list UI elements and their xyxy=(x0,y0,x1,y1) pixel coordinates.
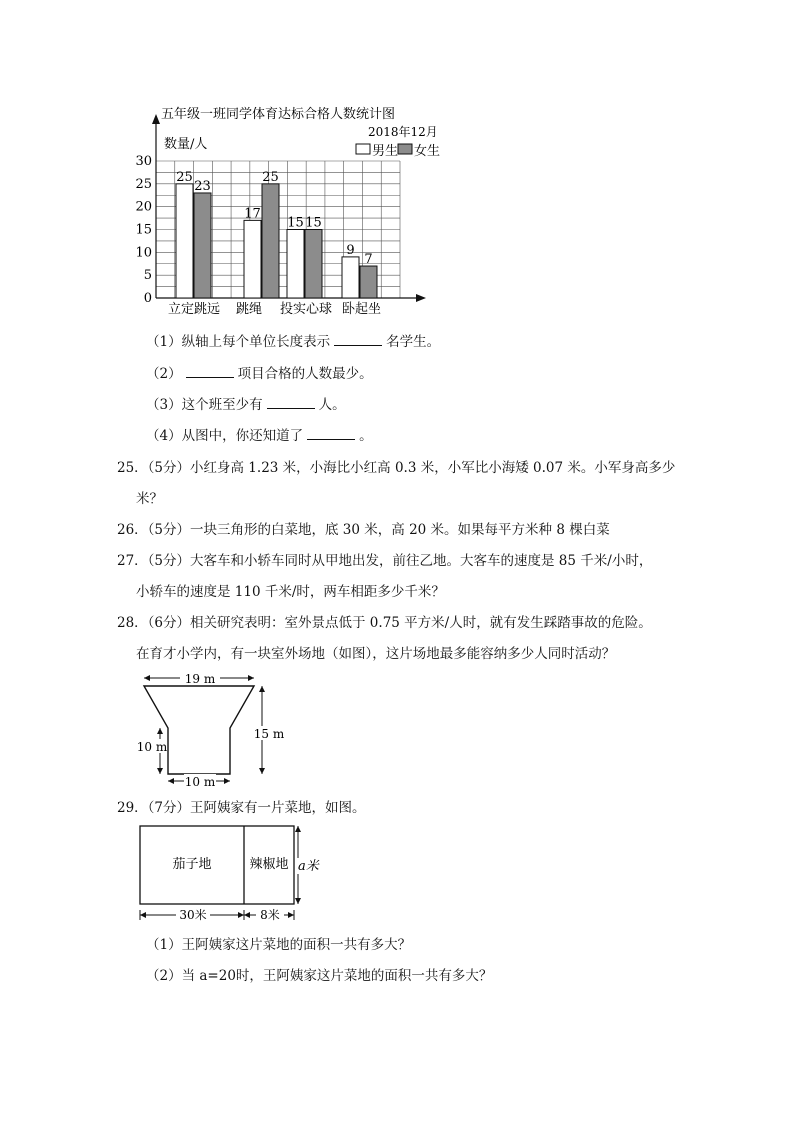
q24-sub2-text: （2） xyxy=(146,366,182,382)
bar xyxy=(305,230,322,299)
legend-swatch-boys xyxy=(356,144,370,154)
y-tick-labels xyxy=(135,154,152,306)
legend xyxy=(356,143,440,159)
bar xyxy=(342,257,359,298)
chart-ylabel: 数量/人 xyxy=(164,137,208,152)
dim-right: 15 m xyxy=(253,727,285,741)
bar xyxy=(244,220,261,298)
bar-value-label: 7 xyxy=(364,252,373,268)
q24-sub2-suffix: 项目合格的人数最少。 xyxy=(237,366,373,382)
side-a-label: a米 xyxy=(298,859,319,874)
q27-line1: 27．（5分）大客车和小轿车同时从甲地出发，前往乙地。大客车的速度是 85 千米/小时， xyxy=(117,553,653,569)
bar-value-label: 15 xyxy=(305,215,322,231)
dim-top: 19 m xyxy=(184,672,216,686)
q24-sub1-text: （1）纵轴上每个单位长度表示 xyxy=(146,334,331,350)
q24-sub4 xyxy=(146,427,373,445)
q29-sub2: （2）当 a=20时，王阿姨家这片菜地的面积一共有多大？ xyxy=(146,968,493,984)
y-tick-label: 25 xyxy=(135,176,152,192)
bar-value-label: 23 xyxy=(194,178,211,194)
bar-value-label: 9 xyxy=(346,242,355,258)
q24-sub3-text: （3）这个班至少有 xyxy=(146,397,263,413)
q29-line1: 29．（7分）王阿姨家有一片菜地，如图。 xyxy=(117,800,366,816)
width-30-label: 30米 xyxy=(179,908,207,922)
q24-sub1-suffix: 名学生。 xyxy=(386,334,441,350)
chart-title: 五年级一班同学体育达标合格人数统计图 xyxy=(161,107,396,122)
y-tick-label: 10 xyxy=(135,245,152,261)
bar xyxy=(360,266,377,298)
eggplant-label: 茄子地 xyxy=(172,857,212,872)
x-tick-label: 跳绳 xyxy=(236,302,263,317)
answer-blank[interactable] xyxy=(307,427,355,440)
q28-line1: 28．（6分）相关研究表明：室外景点低于 0.75 平方米/人时，就有发生踩踏事故的危险。 xyxy=(117,615,652,631)
answer-blank[interactable] xyxy=(334,333,382,346)
bar xyxy=(287,230,304,299)
x-tick-label: 立定跳远 xyxy=(168,302,221,317)
bar xyxy=(194,193,211,298)
x-tick-label: 卧起坐 xyxy=(342,302,382,317)
q24-sub1 xyxy=(146,333,440,351)
q26-line1: 26．（5分）一块三角形的白菜地，底 30 米，高 20 米。如果每平方米种 8 棵白菜 xyxy=(117,522,610,538)
legend-label-boys: 男生 xyxy=(372,144,399,159)
q24-sub4-text: （4）从图中，你还知道了 xyxy=(146,428,304,444)
q24-sub3-suffix: 人。 xyxy=(318,397,346,413)
bars xyxy=(176,170,377,298)
x-tick-labels xyxy=(168,301,381,317)
y-tick-label: 0 xyxy=(143,291,152,306)
bar xyxy=(262,184,279,298)
q24-sub3 xyxy=(146,396,346,414)
y-tick-label: 30 xyxy=(135,154,152,169)
width-8-label: 8米 xyxy=(260,908,280,922)
answer-blank[interactable] xyxy=(267,396,315,409)
q27-line2: 小轿车的速度是 110 千米/时，两车相距多少千米？ xyxy=(136,584,445,600)
bar-value-label: 15 xyxy=(287,215,304,231)
legend-label-girls: 女生 xyxy=(414,144,441,159)
bar-value-label: 25 xyxy=(176,169,193,185)
q29-sub1: （1）王阿姨家这片菜地的面积一共有多大？ xyxy=(146,937,412,953)
pepper-label: 辣椒地 xyxy=(249,857,289,872)
dim-bottom: 10 m xyxy=(184,775,216,789)
q25-line1: 25．（5分）小红身高 1.23 米，小海比小红高 0.3 米，小军比小海矮 0.07 米。小军身高多少 xyxy=(117,460,676,476)
y-tick-label: 5 xyxy=(143,268,152,284)
q25-line2: 米？ xyxy=(136,491,163,507)
dim-left: 10 m xyxy=(136,740,168,754)
y-tick-label: 15 xyxy=(135,222,152,238)
chart-date: 2018年12月 xyxy=(368,125,438,139)
bar-value-label: 17 xyxy=(244,206,261,222)
answer-blank[interactable] xyxy=(186,365,234,378)
q24-sub4-suffix: 。 xyxy=(359,428,373,444)
q24-sub2 xyxy=(146,365,373,383)
q28-line2: 在育才小学内，有一块室外场地（如图），这片场地最多能容纳多少人同时活动？ xyxy=(136,646,616,662)
legend-swatch-girls xyxy=(398,144,412,154)
x-tick-label: 投实心球 xyxy=(280,302,333,317)
field-diagram xyxy=(132,668,292,790)
bar-value-label: 25 xyxy=(262,169,279,185)
garden-diagram xyxy=(132,822,322,927)
bar xyxy=(176,184,193,298)
bar-chart xyxy=(128,100,478,320)
y-tick-label: 20 xyxy=(135,199,152,215)
